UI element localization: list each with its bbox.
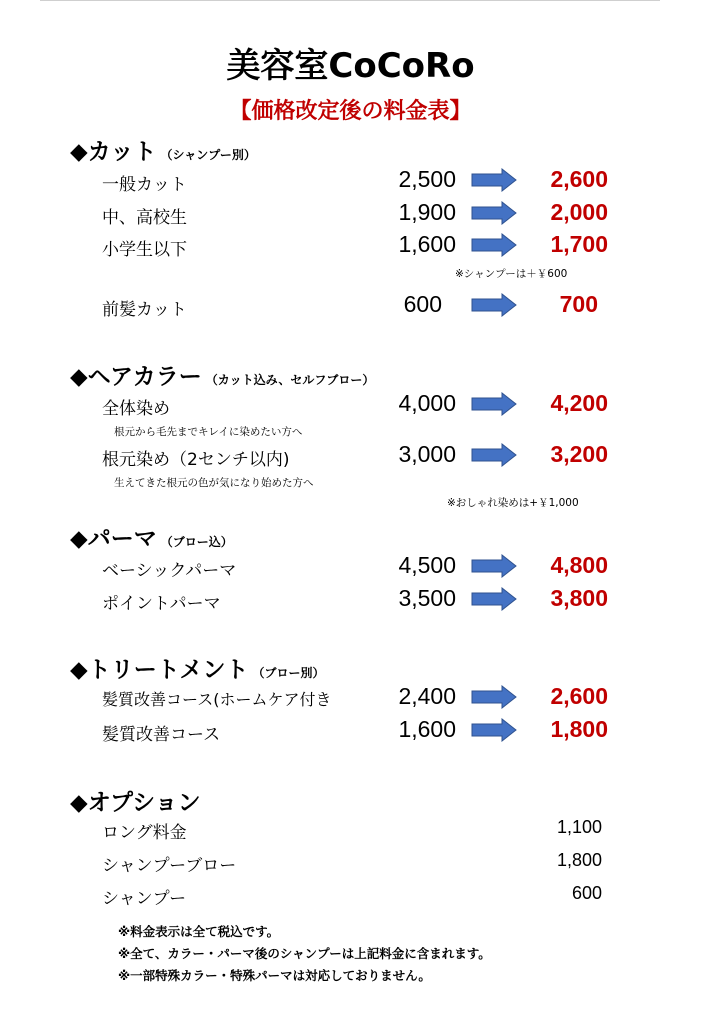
item-name: 前髪カット [102, 300, 187, 320]
section-title: ◆ヘアカラー [70, 364, 202, 390]
section-heading-cut [70, 133, 256, 166]
item-name: 小学生以下 [102, 240, 187, 260]
section-note: （カット込み、セルフブロー） [205, 373, 375, 387]
section-note: （ブロー別） [252, 666, 325, 680]
section-remark: ※おしゃれ染めは+￥1,000 [447, 497, 579, 509]
item-name: 根元染め（2センチ以内) [102, 450, 290, 470]
item-name: 全体染め [102, 399, 170, 419]
section-title: ◆オプション [70, 790, 201, 816]
section-note: （ブロー込） [160, 535, 233, 549]
option-price: 1,100 [556, 817, 602, 837]
page-title: 美容室CoCoRo [226, 46, 475, 86]
old-price: 1,600 [398, 231, 456, 257]
section-note: （シャンプー別） [160, 148, 256, 162]
new-price: 4,200 [550, 390, 608, 416]
option-price: 1,800 [556, 850, 602, 870]
item-name: 髪質改善コース(ホームケア付き [102, 690, 332, 709]
right-arrow-icon [470, 554, 518, 578]
item-description: 根元から毛先までキレイに染めたい方へ [114, 426, 303, 438]
old-price: 1,600 [398, 716, 456, 742]
right-arrow-icon [470, 293, 518, 317]
new-price: 2,600 [550, 166, 608, 192]
item-name: ポイントパーマ [102, 594, 221, 614]
new-price: 2,000 [550, 199, 608, 225]
right-arrow-icon [470, 718, 518, 742]
footnote: ※全て、カラー・パーマ後のシャンプーは上記料金に含まれます。 [118, 946, 491, 961]
section-title: ◆パーマ [70, 526, 157, 552]
footnote: ※一部特殊カラー・特殊パーマは対応しておりません。 [118, 968, 431, 983]
new-price: 3,200 [550, 441, 608, 467]
right-arrow-icon [470, 392, 518, 416]
new-price: 1,800 [550, 716, 608, 742]
top-rule [40, 0, 660, 1]
section-remark: ※シャンプーは＋￥600 [455, 268, 568, 280]
item-name: ベーシックパーマ [102, 561, 237, 581]
old-price: 4,500 [398, 552, 456, 578]
item-name: 髪質改善コース [102, 725, 221, 745]
section-title: ◆トリートメント [70, 657, 249, 683]
new-price: 3,800 [550, 585, 608, 611]
section-heading-hair-color [70, 358, 374, 391]
option-price: 600 [571, 883, 602, 903]
item-name: 中、高校生 [102, 208, 187, 228]
footnote: ※料金表示は全て税込です。 [118, 924, 280, 939]
right-arrow-icon [470, 685, 518, 709]
right-arrow-icon [470, 201, 518, 225]
option-name: シャンプーブロー [102, 856, 237, 876]
section-heading-perm [70, 520, 233, 553]
item-name: 一般カット [102, 175, 187, 195]
page-subtitle: 【価格改定後の料金表】 [229, 99, 472, 124]
old-price: 3,000 [398, 441, 456, 467]
right-arrow-icon [470, 233, 518, 257]
section-heading-options [70, 784, 201, 817]
old-price: 3,500 [398, 585, 456, 611]
new-price: 4,800 [550, 552, 608, 578]
option-name: ロング料金 [102, 823, 187, 843]
new-price: 700 [559, 291, 598, 317]
new-price: 2,600 [550, 683, 608, 709]
section-title: ◆カット [70, 139, 157, 165]
section-heading-treatment [70, 651, 324, 684]
old-price: 600 [403, 291, 442, 317]
old-price: 2,400 [398, 683, 456, 709]
old-price: 2,500 [398, 166, 456, 192]
option-name: シャンプー [102, 889, 187, 909]
right-arrow-icon [470, 168, 518, 192]
item-description: 生えてきた根元の色が気になり始めた方へ [114, 477, 314, 489]
right-arrow-icon [470, 443, 518, 467]
new-price: 1,700 [550, 231, 608, 257]
old-price: 1,900 [398, 199, 456, 225]
old-price: 4,000 [398, 390, 456, 416]
right-arrow-icon [470, 587, 518, 611]
